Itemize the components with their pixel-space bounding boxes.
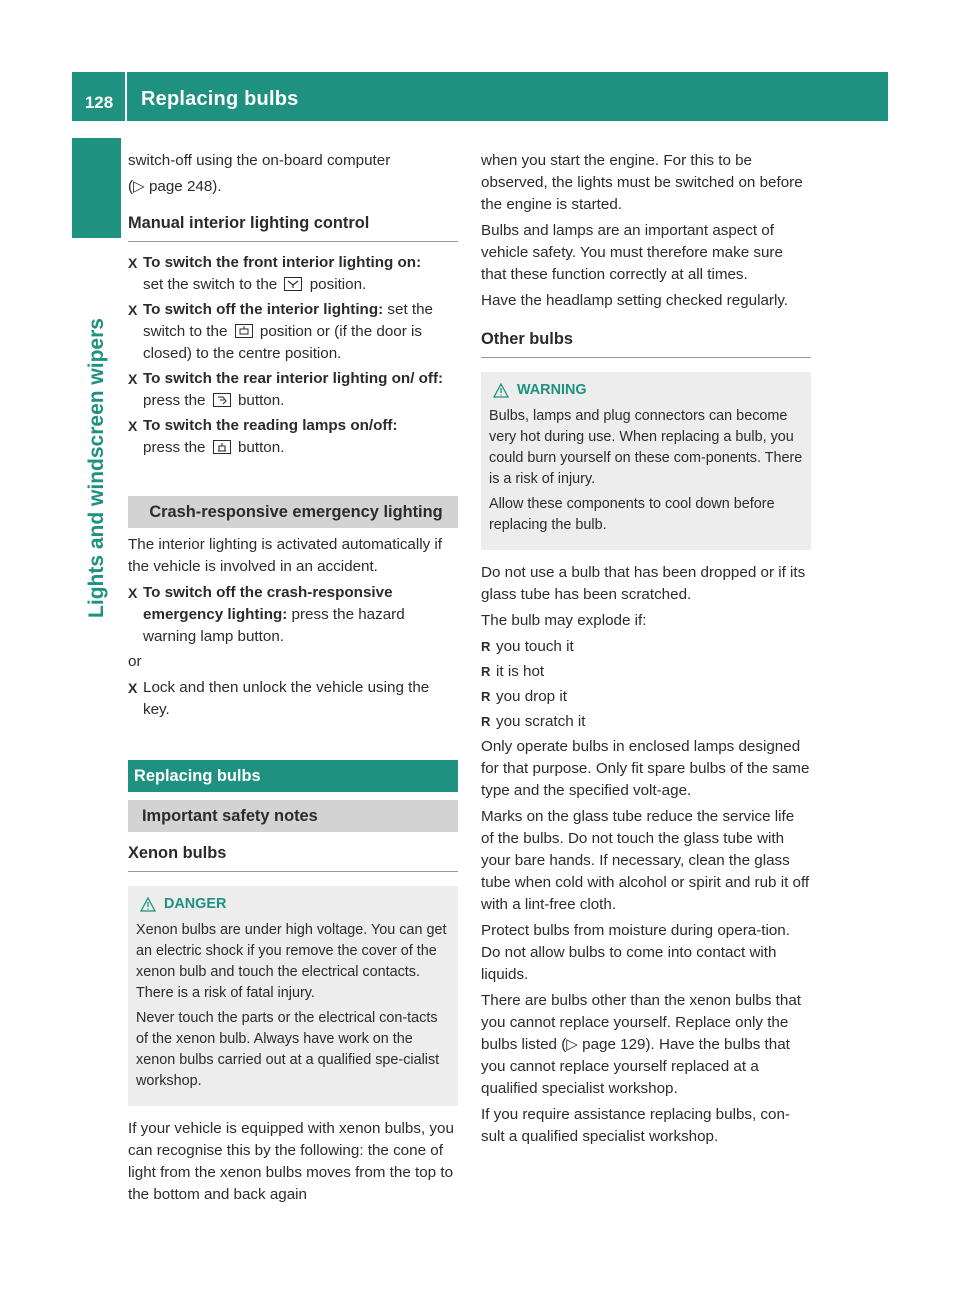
- step-text: position or (if the door is closed) to the centre position.: [143, 323, 422, 362]
- step-arrow-icon: X: [128, 371, 138, 387]
- list-item: [481, 661, 811, 683]
- right-text-8: Protect bulbs from moisture during opera-tion. Do not allow bulbs to come into contact with liquids.: [481, 922, 790, 983]
- rear-light-icon: [213, 393, 231, 407]
- other-bulbs-heading: Other bulbs: [481, 328, 811, 358]
- door-contact-icon: [235, 324, 253, 338]
- step-arrow-icon: X: [128, 418, 138, 434]
- bullet-icon: R: [481, 639, 491, 654]
- step-text: set the switch to the: [143, 301, 433, 340]
- danger-header: [136, 894, 450, 915]
- step-text: button.: [237, 439, 285, 456]
- right-text-9: There are bulbs other than the xenon bulbs that you cannot replace yourself. Replace only the bulbs listed (▷ page 129). Have the bulbs that you cannot replace yourself replaced at a qualified specialist workshop.: [481, 992, 801, 1097]
- right-text-4: Do not use a bulb that has been dropped or if its glass tube has been scratched.: [481, 564, 806, 603]
- step-lock: [128, 677, 458, 721]
- step-text: press the hazard warning lamp button.: [143, 606, 405, 645]
- right-text-6: Only operate bulbs in enclosed lamps designed for that purpose. Only fit spare bulbs of the same type and the specified volt-age.: [481, 738, 810, 799]
- crash-heading: Crash-responsive emergency lighting: [128, 496, 458, 528]
- right-text-2: Bulbs and lamps are an important aspect of vehicle safety. You must therefore make sure that these function correctly at all times.: [481, 222, 783, 283]
- step-text: button.: [237, 392, 285, 409]
- step-arrow-icon: X: [128, 680, 138, 696]
- step-text: position.: [309, 276, 367, 293]
- manual-heading: Manual interior lighting control: [128, 212, 458, 242]
- danger-text-2: Never touch the parts or the electrical con-tacts of the xenon bulb. Always have work on the xenon bulbs carried out at a qualified spe-cialist workshop.: [136, 1010, 440, 1089]
- step-text: set the switch to the: [143, 276, 278, 293]
- interior-light-on-icon: [284, 277, 302, 291]
- xenon-text: If your vehicle is equipped with xenon bulbs, you can recognise this by the following: the cone of light from the xenon bulbs moves from the top to the bottom and back again: [128, 1120, 454, 1203]
- step-bold: To switch off the crash-responsive emergency lighting:: [143, 584, 393, 623]
- step-bold: To switch the rear interior lighting on/ off:: [143, 370, 444, 387]
- right-text-3: Have the headlamp setting checked regularly.: [481, 292, 789, 309]
- side-tab-label: Lights and windscreen wipers: [85, 318, 108, 618]
- step-front-on: [128, 252, 458, 296]
- step-arrow-icon: X: [128, 255, 138, 271]
- reading-lamp-icon: [213, 440, 231, 454]
- warning-label: WARNING: [517, 382, 587, 398]
- right-column: [481, 150, 811, 1152]
- list-item: [481, 711, 811, 733]
- or-text: or: [128, 653, 142, 670]
- header-divider: [125, 72, 127, 121]
- list-item-text: you scratch it: [496, 713, 586, 730]
- right-text-10: If you require assistance replacing bulbs, con-sult a qualified specialist workshop.: [481, 1106, 790, 1145]
- warning-text-2: Allow these components to cool down before replacing the bulb.: [489, 496, 775, 533]
- warning-triangle-icon: [493, 383, 509, 398]
- bullet-icon: R: [481, 714, 491, 729]
- step-text: press the: [143, 392, 206, 409]
- step-text: Lock and then unlock the vehicle using the key.: [143, 679, 430, 718]
- crash-text: The interior lighting is activated automatically if the vehicle is involved in an accident.: [128, 536, 443, 575]
- warning-header: [489, 380, 803, 401]
- list-item: [481, 686, 811, 708]
- danger-text-1: Xenon bulbs are under high voltage. You can get an electric shock if you remove the cover of the xenon bulb and touch the electrical contacts. There is a risk of fatal injury.: [136, 922, 447, 1001]
- step-text: press the: [143, 439, 206, 456]
- step-bold: To switch off the interior lighting:: [143, 301, 384, 318]
- warning-triangle-icon: [140, 897, 156, 912]
- page-number: 128: [84, 93, 114, 112]
- step-bold: To switch the reading lamps on/off:: [143, 417, 398, 434]
- left-column: [128, 150, 458, 1210]
- replacing-heading: Replacing bulbs: [128, 760, 458, 792]
- list-item: [481, 636, 811, 658]
- step-off: [128, 299, 458, 365]
- warning-text-1: Bulbs, lamps and plug connectors can become very hot during use. When replacing a bulb, you could burn yourself on these com-ponents. There is a risk of injury.: [489, 408, 803, 487]
- step-bold: To switch the front interior lighting on:: [143, 254, 422, 271]
- list-item-text: it is hot: [496, 663, 545, 680]
- intro-line-1: switch-off using the on-board computer: [128, 152, 391, 169]
- step-arrow-icon: X: [128, 302, 138, 318]
- right-text-1: when you start the engine. For this to be observed, the lights must be switched on before the engine is started.: [481, 152, 803, 213]
- side-block: [72, 138, 121, 238]
- warning-notice: [481, 372, 811, 550]
- side-tab: [80, 258, 114, 678]
- intro-line-2: (▷ page 248).: [128, 178, 222, 195]
- step-rear: [128, 368, 458, 412]
- right-text-5: The bulb may explode if:: [481, 612, 647, 629]
- page-title: Replacing bulbs: [141, 88, 299, 110]
- bullet-icon: R: [481, 689, 491, 704]
- xenon-heading: Xenon bulbs: [128, 842, 458, 872]
- right-text-7: Marks on the glass tube reduce the service life of the bulbs. Do not touch the glass tube with your bare hands. If necessary, clean the glass tube when cold with alcohol or spirit and rub it off with a lint-free cloth.: [481, 808, 810, 913]
- step-reading: [128, 415, 458, 459]
- list-item-text: you drop it: [496, 688, 567, 705]
- safety-heading: Important safety notes: [128, 800, 458, 832]
- bullet-icon: R: [481, 664, 491, 679]
- list-item-text: you touch it: [496, 638, 574, 655]
- danger-notice: [128, 886, 458, 1106]
- danger-label: DANGER: [164, 896, 227, 912]
- step-crash-off: [128, 582, 458, 648]
- step-arrow-icon: X: [128, 585, 138, 601]
